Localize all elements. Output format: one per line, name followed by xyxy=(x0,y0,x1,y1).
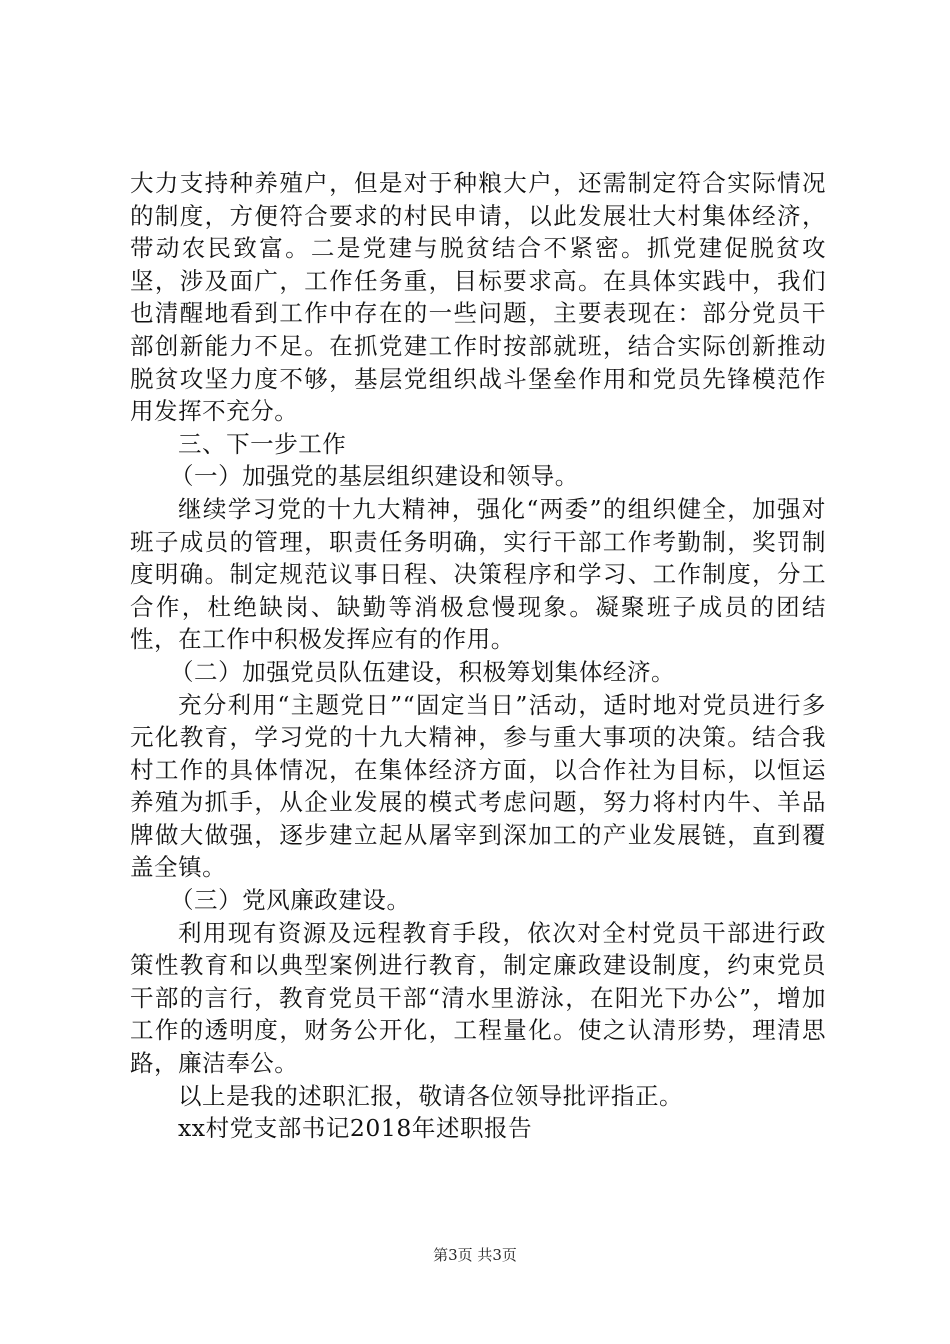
body-paragraph: 大力支持种养殖户，但是对于种粮大户，还需制定符合实际情况的制度，方便符合要求的村民申请，以此发展壮大村集体经济，带动农民致富。二是党建与脱贫结合不紧密。抓党建促脱贫攻坚，涉及面广，工作任务重，目标要求高。在具体实践中，我们也清醒地看到工作中存在的一些问题，主要表现在：部分党员干部创新能力不足。在抓党建工作时按部就班，结合实际创新推动脱贫攻坚力度不够，基层党组织战斗堡垒作用和党员先锋模范作用发挥不充分。 xyxy=(130,169,826,426)
report-title-line: xx村党支部书记2018年述职报告 xyxy=(178,1114,533,1143)
section-heading: 三、下一步工作 xyxy=(178,429,347,458)
subsection-heading: （一）加强党的基层组织建设和领导。 xyxy=(170,462,579,491)
subsection-heading: （三）党风廉政建设。 xyxy=(170,886,411,915)
document-body xyxy=(130,167,826,1145)
body-paragraph: 充分利用“主题党日”“固定当日”活动，适时地对党员进行多元化教育，学习党的十九大精神，参与重大事项的决策。结合我村工作的具体情况，在集体经济方面，以合作社为目标，以恒运养殖为抓手，从企业发展的模式考虑问题，努力将村内牛、羊品牌做大做强，逐步建立起从屠宰到深加工的产业发展链，直到覆盖全镇。 xyxy=(130,690,826,882)
subsection-heading: （二）加强党员队伍建设，积极筹划集体经济。 xyxy=(170,657,676,686)
page-footer: 第3页 共3页 xyxy=(433,1246,517,1264)
closing-line: 以上是我的述职汇报，敬请各位领导批评指正。 xyxy=(178,1081,684,1110)
body-paragraph: 利用现有资源及远程教育手段，依次对全村党员干部进行政策性教育和以典型案例进行教育，制定廉政建设制度，约束党员干部的言行，教育党员干部“清水里游泳，在阳光下办公”，增加工作的透明度，财务公开化，工程量化。使之认清形势，理清思路，廉洁奉公。 xyxy=(130,918,826,1078)
body-paragraph: 继续学习党的十九大精神，强化“两委”的组织健全，加强对班子成员的管理，职责任务明确，实行干部工作考勤制，奖罚制度明确。制定规范议事日程、决策程序和学习、工作制度，分工合作，杜绝缺岗、缺勤等消极怠慢现象。凝聚班子成员的团结性，在工作中积极发挥应有的作用。 xyxy=(130,494,826,654)
